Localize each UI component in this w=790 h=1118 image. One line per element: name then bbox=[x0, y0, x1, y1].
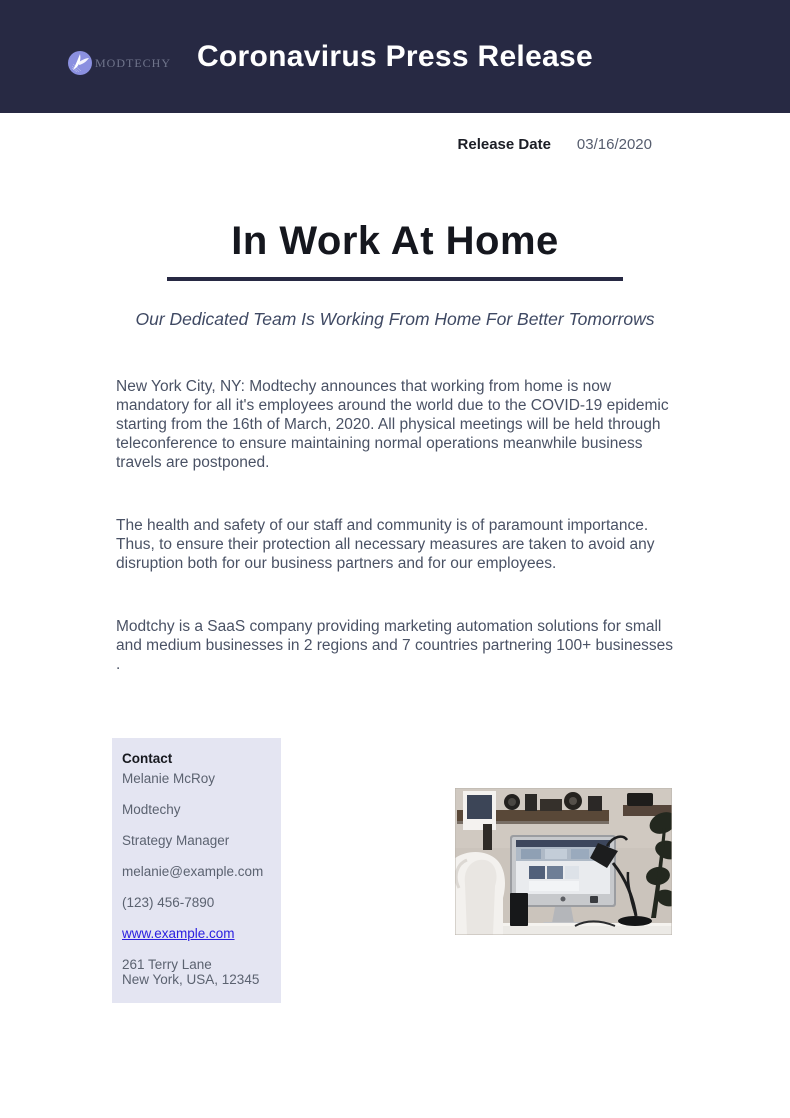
contact-website-link[interactable]: www.example.com bbox=[122, 926, 235, 941]
release-date-value: 03/16/2020 bbox=[576, 136, 652, 153]
paragraph-safety: The health and safety of our staff and community is of paramount importance. Thus, to ensure their protection all necessary measures are taken to avoid any disruption both for our business partners and for our employees. bbox=[116, 517, 655, 572]
contact-address-line2: New York, USA, 12345 bbox=[122, 972, 260, 987]
contact-phone: (123) 456-7890 bbox=[122, 895, 215, 910]
contact-address-line1: 261 Terry Lane bbox=[122, 957, 212, 972]
contact-heading: Contact bbox=[122, 751, 173, 766]
workspace-photo bbox=[455, 788, 672, 935]
modtechy-logo-icon bbox=[67, 50, 93, 76]
paragraph-company-boilerplate: Modtchy is a SaaS company providing marketing automation solutions for small and medium businesses in 2 regions and 7 countries partnering 100+ businesses . bbox=[116, 618, 674, 673]
headline-divider bbox=[167, 277, 623, 281]
document-title: Coronavirus Press Release bbox=[196, 39, 594, 73]
header-band bbox=[0, 0, 790, 113]
contact-name: Melanie McRoy bbox=[122, 771, 216, 786]
company-logo bbox=[67, 50, 171, 76]
article-headline: In Work At Home bbox=[231, 219, 559, 263]
article-subtitle: Our Dedicated Team Is Working From Home For Better Tomorrows bbox=[135, 309, 655, 329]
release-date-row bbox=[458, 136, 652, 153]
article-body bbox=[116, 377, 674, 718]
contact-email: melanie@example.com bbox=[122, 864, 264, 879]
paragraph-announcement: New York City, NY: Modtechy announces that working from home is now mandatory for all it's employees around the world due to the COVID-19 epidemic starting from the 16th of March, 2020. All physical meetings will be held through teleconference to ensure maintaining normal operations meanwhile business travels are postponed. bbox=[116, 378, 669, 471]
contact-company: Modtechy bbox=[122, 802, 181, 817]
release-date-label: Release Date bbox=[457, 136, 551, 153]
logo-wordmark: MODTECHY bbox=[95, 55, 171, 70]
contact-card bbox=[112, 738, 281, 1003]
contact-address bbox=[122, 957, 271, 987]
contact-role: Strategy Manager bbox=[122, 833, 230, 848]
